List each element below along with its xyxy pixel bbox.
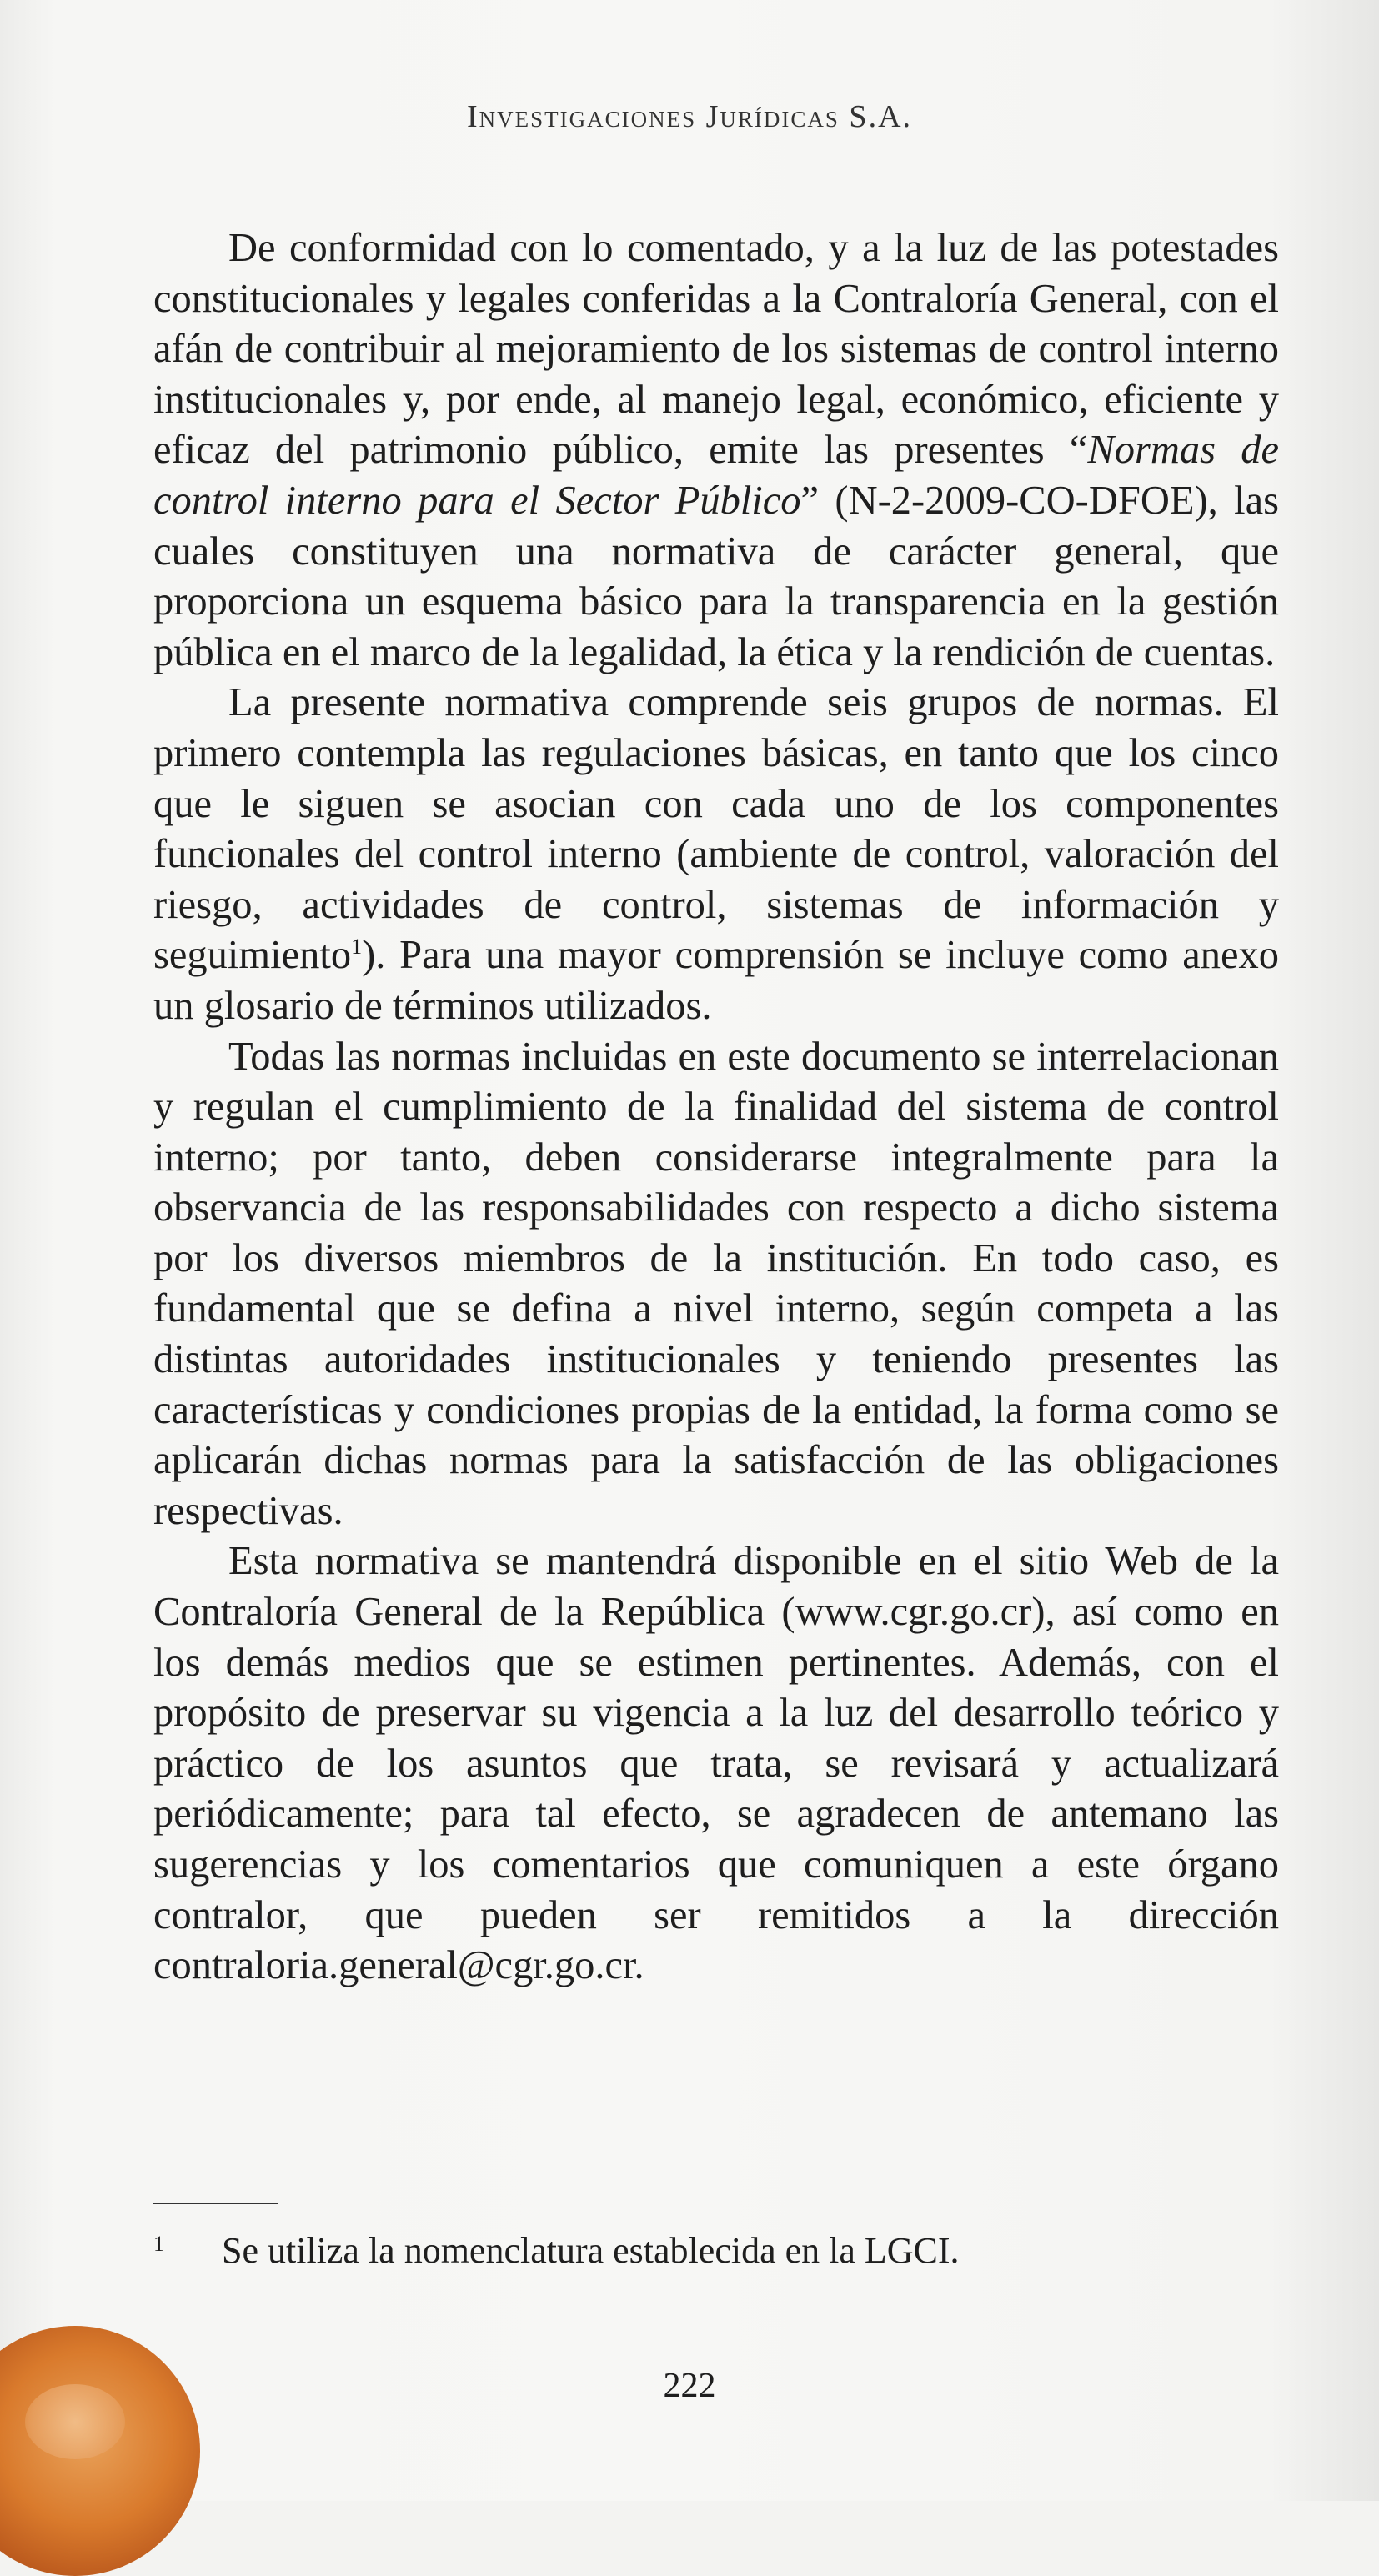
thumbnail-highlight	[25, 2384, 125, 2459]
footnote	[153, 2228, 1279, 2274]
footnote-text: Se utiliza la nomenclatura establecida en la LGCI.	[222, 2230, 960, 2271]
footnote-divider	[153, 2203, 278, 2204]
paragraph-1	[153, 223, 1279, 678]
paragraph-4: Esta normativa se mantendrá disponible en el sitio Web de la Contraloría General de la República (www.cgr.go.cr), así como en los demás medios que se estimen pertinentes. Además, con el propósito de preservar su vigencia a la luz del desarrollo teórico y práctico de los asuntos que trata, se revisará y actualizará periódicamente; para tal efecto, se agradecen de antemano las sugerencias y los comentarios que comuniquen a este órgano contralor, que pueden ser remitidos a la dirección contraloria.general@cgr.go.cr.	[153, 1539, 1279, 1988]
footnote-number: 1	[153, 2232, 164, 2256]
page-number: 222	[663, 2367, 716, 2405]
paragraph-3: Todas las normas incluidas en este documento se interrelacionan y regulan el cumplimiento de la finalidad del sistema de control interno; por tanto, deben considerarse integralmente para la observancia de las responsabilidades con respecto a dicho sistema por los diversos miembros de la institución. En todo caso, es fundamental que se defina a nivel interno, según competa a las distintas autoridades institucionales y teniendo presentes las características y condiciones propias de la entidad, la forma como se aplicarán dichas normas para la satisfacción de las obligaciones respectivas.	[153, 1034, 1279, 1533]
main-text	[153, 223, 1279, 1992]
running-header: Investigaciones Jurídicas S.A.	[466, 99, 913, 134]
paragraph-2	[153, 678, 1279, 1031]
paragraph-2-end: ). Para una mayor comprensión se incluye como anexo un glosario de términos utilizados.	[153, 933, 1279, 1028]
paragraph-1-start: De conformidad con lo comentado, y a la luz de las potestades constitucionales y legales conferidas a la Contraloría General, con el afán de contribuir al mejoramiento de los sistemas de control interno institucionales y, por ende, al manejo legal, económico, eficiente y eficaz del patrimonio público, emite las presentes “	[153, 226, 1279, 473]
paragraph-2-start: La presente normativa comprende seis grupos de normas. El primero contempla las regulaciones básicas, en tanto que los cinco que le siguen se asocian con cada uno de los componentes funcionales del control interno (ambiente de control, valoración del riesgo, actividades de control, sistemas de información y seguimiento	[153, 680, 1279, 978]
document-title-italic: Normas de control interno para el Sector Público	[153, 428, 1279, 523]
footnote-reference: 1	[351, 935, 363, 960]
paragraph-1-end: ” (N-2-2009-CO-DFOE), las cuales constituyen una normativa de carácter general, que proporciona un esquema básico para la transparencia en la gestión pública en el marco de la legalidad, la ética y la rendición de cuentas.	[153, 478, 1279, 674]
